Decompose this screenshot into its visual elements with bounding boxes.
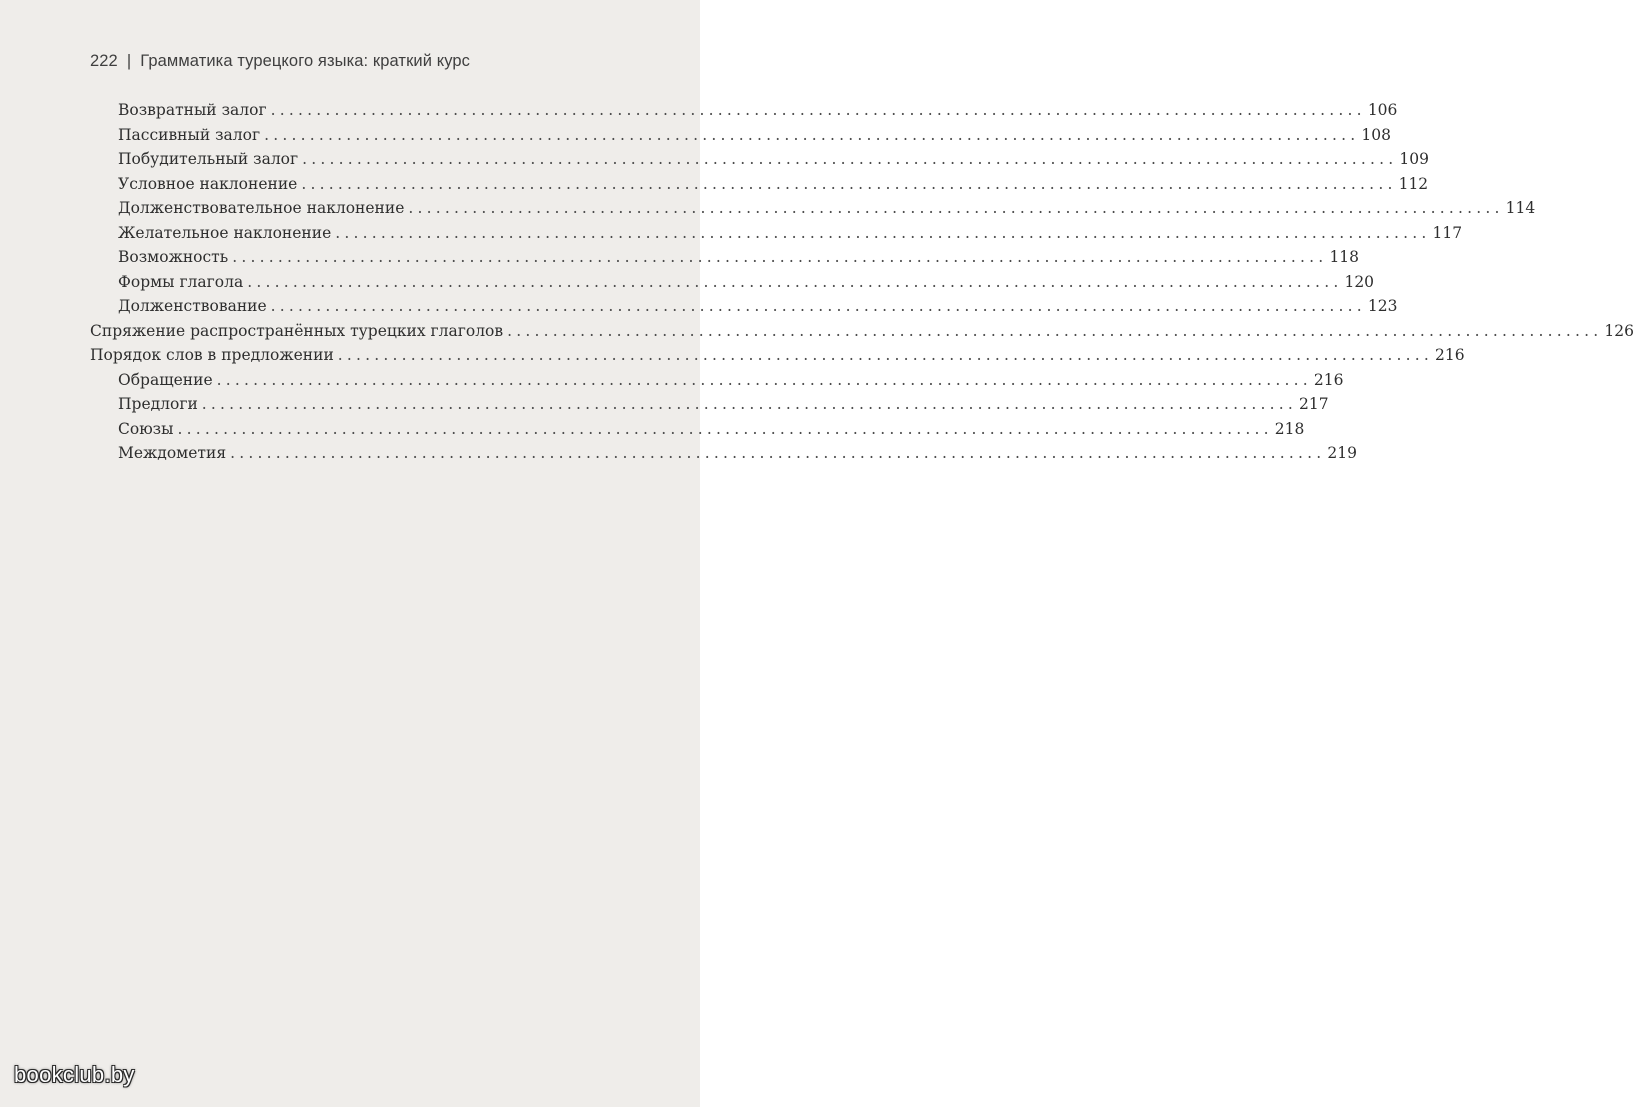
- toc-entry-page: 218: [1274, 419, 1305, 438]
- header-separator: |: [126, 52, 132, 70]
- table-of-contents: [90, 98, 1634, 466]
- toc-entry-page: 114: [1505, 199, 1536, 217]
- toc-leader-dots: ........................................................................................................................: [230, 444, 1326, 462]
- toc-entry-title: Желательное наклонение: [118, 223, 332, 242]
- toc-entry-page: 112: [1398, 174, 1429, 193]
- toc-leader-dots: ........................................................................................................................: [302, 150, 1398, 168]
- toc-entry-title: Пассивный залог: [118, 125, 261, 144]
- toc-entry: [90, 368, 1344, 393]
- toc-entry-title: Союзы: [118, 419, 174, 438]
- toc-entry: [90, 270, 1375, 295]
- toc-entry-page: 216: [1435, 346, 1465, 364]
- toc-leader-dots: ........................................................................................................................: [201, 395, 1298, 413]
- toc-entry-title: Долженствование: [118, 297, 267, 315]
- toc-entry: [90, 417, 1305, 442]
- toc-entry: [90, 319, 1634, 344]
- toc-entry-page: 123: [1367, 297, 1398, 315]
- toc-leader-dots: ........................................................................................................................: [507, 321, 1603, 340]
- running-header: [90, 52, 470, 71]
- toc-leader-dots: ........................................................................................................................: [337, 346, 1434, 364]
- toc-entry-title: Долженствовательное наклонение: [118, 199, 405, 217]
- toc-entry: [90, 392, 1329, 417]
- header-book-title: Грамматика турецкого языка: краткий курс: [140, 52, 471, 70]
- toc-leader-dots: ........................................................................................................................: [408, 199, 1504, 217]
- toc-leader-dots: ........................................................................................................................: [177, 419, 1273, 438]
- toc-entry-title: Обращение: [118, 370, 213, 389]
- toc-entry-title: Побудительный залог: [118, 150, 299, 168]
- toc-leader-dots: ........................................................................................................................: [264, 125, 1360, 144]
- toc-entry-page: 109: [1399, 150, 1429, 168]
- toc-leader-dots: ........................................................................................................................: [270, 101, 1366, 119]
- toc-entry: [90, 221, 1463, 246]
- toc-leader-dots: ........................................................................................................................: [216, 370, 1312, 389]
- header-page-number: 222: [90, 52, 118, 70]
- toc-entry-title: Формы глагола: [118, 272, 244, 291]
- toc-entry-page: 117: [1432, 223, 1463, 242]
- site-watermark: bookclub.by: [14, 1062, 135, 1087]
- toc-entry: [90, 343, 1465, 368]
- toc-leader-dots: ........................................................................................................................: [232, 248, 1328, 266]
- toc-entry-page: 108: [1361, 125, 1391, 144]
- toc-entry-page: 106: [1367, 101, 1398, 119]
- toc-entry-title: Предлоги: [118, 395, 198, 413]
- toc-leader-dots: ........................................................................................................................: [270, 297, 1366, 315]
- toc-entry-page: 120: [1344, 272, 1375, 291]
- toc-entry-page: 118: [1329, 248, 1360, 266]
- toc-entry-title: Порядок слов в предложении: [90, 346, 334, 364]
- toc-entry-page: 126: [1604, 321, 1634, 340]
- toc-entry-page: 219: [1327, 444, 1357, 462]
- toc-entry: [90, 196, 1536, 221]
- toc-entry-page: 216: [1313, 370, 1344, 389]
- toc-entry: [90, 441, 1357, 466]
- toc-entry: [90, 98, 1398, 123]
- toc-entry-title: Спряжение распространённых турецких глаголов: [90, 321, 504, 340]
- toc-leader-dots: ........................................................................................................................: [247, 272, 1343, 291]
- toc-leader-dots: ........................................................................................................................: [301, 174, 1397, 193]
- toc-entry: [90, 172, 1429, 197]
- toc-entry-title: Возвратный залог: [118, 101, 267, 119]
- toc-entry-title: Междометия: [118, 444, 227, 462]
- toc-entry: [90, 245, 1360, 270]
- toc-leader-dots: ........................................................................................................................: [335, 223, 1431, 242]
- toc-entry-title: Условное наклонение: [118, 174, 298, 193]
- toc-entry: [90, 123, 1391, 148]
- toc-entry-page: 217: [1299, 395, 1329, 413]
- toc-entry-title: Возможность: [118, 248, 229, 266]
- toc-entry: [90, 147, 1429, 172]
- toc-entry: [90, 294, 1398, 319]
